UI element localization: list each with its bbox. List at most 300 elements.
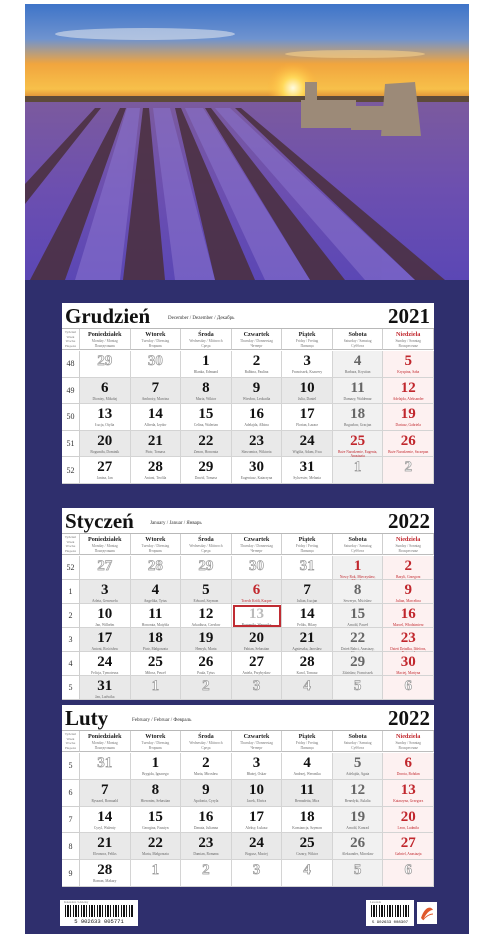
day-number: 4 <box>303 755 311 771</box>
weekday-translation: Monday / Montag Понедельник <box>91 339 118 348</box>
name-day-label: Bernadetta, Mira <box>294 798 320 803</box>
day-cell[interactable] <box>282 404 333 431</box>
day-number: 6 <box>101 379 109 396</box>
day-cell[interactable] <box>232 833 283 860</box>
weekday-translation: Saturday / Samstag Суббота <box>343 544 372 553</box>
weekday-header <box>131 534 182 555</box>
day-number: 4 <box>303 862 311 879</box>
name-day-label: Zenon, Honorata <box>193 449 219 454</box>
day-cell[interactable] <box>181 676 232 700</box>
day-cell[interactable] <box>383 753 434 780</box>
day-cell[interactable] <box>181 378 232 405</box>
day-cell[interactable] <box>232 351 283 378</box>
day-cell[interactable] <box>282 676 333 700</box>
month-january <box>62 508 434 700</box>
week-number: 52 <box>62 556 80 580</box>
day-cell[interactable] <box>131 628 182 652</box>
name-day-label: Arleta, Genowefa <box>92 599 118 603</box>
day-cell[interactable] <box>333 833 384 860</box>
day-cell[interactable] <box>282 351 333 378</box>
weekday-name: Poniedziałek <box>87 536 122 543</box>
name-day-label: Feliks, Hilary <box>297 623 317 627</box>
day-number: 10 <box>299 379 315 396</box>
weekday-name: Sobota <box>348 733 367 740</box>
day-number: 21 <box>299 630 315 646</box>
day-cell[interactable] <box>181 628 232 652</box>
day-cell[interactable] <box>131 833 182 860</box>
day-cell[interactable] <box>232 556 283 580</box>
name-day-label: Karol, Tomasz <box>296 671 318 675</box>
week-number: 51 <box>62 431 80 458</box>
day-cell[interactable] <box>131 431 182 458</box>
day-cell[interactable] <box>131 457 182 484</box>
day-cell[interactable] <box>282 753 333 780</box>
day-cell[interactable] <box>181 404 232 431</box>
day-number: 4 <box>151 582 160 598</box>
day-number: 25 <box>299 835 315 852</box>
day-cell[interactable] <box>131 860 182 887</box>
day-cell[interactable] <box>282 860 333 887</box>
day-cell[interactable] <box>383 556 434 580</box>
day-number: 31 <box>299 459 315 476</box>
day-cell[interactable] <box>232 378 283 405</box>
day-cell[interactable] <box>383 351 434 378</box>
name-day-label: Adelajda, Aleksander <box>392 396 424 401</box>
weekday-name: Niedziela <box>396 331 421 338</box>
day-number: 22 <box>198 432 214 449</box>
weekday-header <box>80 731 131 752</box>
name-day-label: Benedykt, Eulalia <box>344 798 371 803</box>
weekday-translation: Wednesday / Mittwoch Среда <box>189 544 223 553</box>
name-day-label: Zdzisław, Franciszek <box>342 671 373 675</box>
day-cell[interactable] <box>80 556 131 580</box>
day-cell[interactable] <box>282 556 333 580</box>
day-number: 24 <box>299 432 315 449</box>
weekday-translation: Tuesday / Dienstag Вторник <box>141 741 170 750</box>
day-cell[interactable] <box>333 807 384 834</box>
day-number: 13 <box>97 406 113 423</box>
week-number: 52 <box>62 457 80 484</box>
day-number: 23 <box>248 432 264 449</box>
day-cell[interactable] <box>80 860 131 887</box>
day-number: 30 <box>248 558 264 574</box>
week-number: 7 <box>62 807 80 834</box>
day-number: 21 <box>147 432 163 449</box>
name-day-label: Damazy, Waldemar <box>343 396 372 401</box>
weekday-name: Czwartek <box>243 536 270 543</box>
day-cell[interactable] <box>383 676 434 700</box>
day-cell[interactable] <box>333 404 384 431</box>
name-day-label: Henryk, Marta <box>195 647 217 651</box>
day-number: 19 <box>198 630 214 646</box>
name-day-label: Piotr, Małgorzata <box>142 647 168 651</box>
day-number: 8 <box>353 582 362 598</box>
weekday-name: Czwartek <box>243 331 270 338</box>
day-cell[interactable] <box>80 604 131 628</box>
day-cell[interactable] <box>333 556 384 580</box>
day-number: 11 <box>148 606 163 622</box>
day-number: 12 <box>350 781 366 798</box>
day-number: 17 <box>299 406 315 423</box>
month-name: Grudzień <box>65 304 151 328</box>
day-number: 29 <box>198 558 214 574</box>
day-number: 28 <box>97 862 113 879</box>
name-day-label: Leon, Ludmiła <box>397 825 419 830</box>
day-number: 3 <box>252 862 261 879</box>
name-day-label: Angelika, Tytus <box>143 599 167 603</box>
weekday-translation: Sunday / Sonntag Воскресенье <box>395 544 421 553</box>
day-cell[interactable] <box>383 807 434 834</box>
day-cell[interactable] <box>80 378 131 405</box>
day-cell[interactable] <box>181 457 232 484</box>
name-day-label: Jacek, Elwira <box>246 798 267 803</box>
barcode-number: 5 902633 005771 <box>74 918 124 925</box>
day-number: 4 <box>353 353 362 369</box>
week-number: 5 <box>62 753 80 780</box>
weekday-translation: Monday / Montag Понедельник <box>91 544 118 553</box>
name-day-label: Agnieszka, Jarosław <box>292 647 322 651</box>
weekday-name: Wtorek <box>145 733 166 740</box>
day-cell[interactable] <box>80 753 131 780</box>
day-number: 8 <box>202 379 210 396</box>
day-cell[interactable] <box>232 580 283 604</box>
day-cell[interactable] <box>383 431 434 458</box>
name-day-label: Dariusz, Gabriela <box>395 423 421 428</box>
weekday-header <box>282 731 333 752</box>
name-day-label: Eleonora, Feliks <box>93 852 117 857</box>
day-cell[interactable] <box>232 652 283 676</box>
day-cell[interactable] <box>232 628 283 652</box>
day-number: 18 <box>299 808 315 825</box>
day-cell[interactable] <box>282 378 333 405</box>
publisher-logo-icon <box>417 902 437 924</box>
day-cell[interactable] <box>181 860 232 887</box>
week-number: 49 <box>62 378 80 405</box>
weekday-header <box>181 534 232 555</box>
day-cell[interactable] <box>80 780 131 807</box>
month-name: Luty <box>65 706 109 730</box>
weekday-translation: Friday / Freitag Пятница <box>295 339 319 348</box>
name-day-label: Antoni, Rościsław <box>91 647 119 651</box>
day-number: 15 <box>147 808 163 825</box>
day-cell[interactable] <box>282 780 333 807</box>
week-number: 9 <box>62 860 80 887</box>
name-day-label: Dionizy, Mikołaj <box>92 396 118 401</box>
day-cell[interactable] <box>232 676 283 700</box>
week-column-header: Tydzień Week Woche Неделя <box>62 731 80 752</box>
day-cell[interactable] <box>181 652 232 676</box>
day-number: 18 <box>350 406 366 423</box>
weekday-name: Sobota <box>348 536 367 543</box>
day-cell[interactable] <box>181 604 232 628</box>
name-day-label: Aleksander, Mirosław <box>341 852 374 857</box>
month-february <box>62 705 434 887</box>
days-grid <box>62 329 434 484</box>
day-number: 14 <box>299 606 315 622</box>
day-cell[interactable] <box>181 580 232 604</box>
day-cell[interactable] <box>383 378 434 405</box>
day-cell[interactable] <box>232 604 283 628</box>
weekday-translation: Sunday / Sonntag Воскресенье <box>395 741 421 750</box>
day-cell[interactable] <box>181 780 232 807</box>
day-cell[interactable] <box>80 676 131 700</box>
day-cell[interactable] <box>181 556 232 580</box>
day-cell[interactable] <box>181 753 232 780</box>
day-cell[interactable] <box>181 351 232 378</box>
day-number: 28 <box>299 654 315 670</box>
month-year: 2021 <box>388 304 430 328</box>
day-number: 20 <box>248 630 264 646</box>
name-day-label: Adelajda, Agata <box>346 772 370 776</box>
weekday-name: Niedziela <box>396 733 421 740</box>
day-number: 3 <box>101 582 109 598</box>
name-day-label: Marcel, Włodzimierz <box>392 623 424 627</box>
day-cell[interactable] <box>232 431 283 458</box>
name-day-label: Bogumiła, Dominik <box>90 449 120 454</box>
day-cell[interactable] <box>80 580 131 604</box>
day-cell[interactable] <box>131 580 182 604</box>
name-day-label: Gabriel, Anastazja <box>394 852 422 857</box>
day-cell[interactable] <box>282 604 333 628</box>
name-day-label: Boże Narodzenie, Szczepan <box>388 449 429 454</box>
day-number: 24 <box>97 654 113 670</box>
day-cell[interactable] <box>333 457 384 484</box>
day-cell[interactable] <box>80 833 131 860</box>
weekday-header <box>383 731 434 752</box>
day-cell[interactable] <box>80 431 131 458</box>
day-number: 19 <box>350 808 366 825</box>
day-cell[interactable] <box>131 556 182 580</box>
name-day-label: Paula, Tytus <box>197 671 215 675</box>
weekday-header <box>333 329 384 350</box>
name-day-label: Maria, Mirosław <box>193 772 218 776</box>
month-subtitle: December / Dezember / Декабрь <box>168 316 235 321</box>
day-number: 6 <box>404 862 412 879</box>
name-day-label: Aleksy, Łukasz <box>245 825 268 830</box>
day-cell[interactable] <box>383 780 434 807</box>
day-number: 13 <box>248 606 264 622</box>
weekday-header <box>383 534 434 555</box>
weekday-name: Piątek <box>298 536 316 543</box>
day-number: 28 <box>147 459 163 476</box>
day-cell[interactable] <box>232 753 283 780</box>
day-cell[interactable] <box>383 404 434 431</box>
day-cell[interactable] <box>333 351 384 378</box>
day-number: 20 <box>400 808 416 825</box>
weekday-translation: Friday / Freitag Пятница <box>295 741 319 750</box>
name-day-label: Bogusz, Maciej <box>245 852 268 857</box>
day-cell[interactable] <box>131 404 182 431</box>
day-number: 15 <box>198 406 214 423</box>
barcode-top-label: Kalendarz 3-dzielny <box>64 900 89 904</box>
day-cell[interactable] <box>383 604 434 628</box>
day-cell[interactable] <box>80 404 131 431</box>
weekday-name: Wtorek <box>145 536 166 543</box>
name-day-label: Damian, Romana <box>193 852 219 857</box>
month-header <box>62 303 434 329</box>
day-number: 21 <box>97 835 113 852</box>
name-day-label: Aniela, Przybysław <box>242 671 271 675</box>
week-number: 2 <box>62 604 80 628</box>
day-cell[interactable] <box>232 860 283 887</box>
day-cell[interactable] <box>80 652 131 676</box>
day-cell[interactable] <box>333 860 384 887</box>
weekday-header <box>282 329 333 350</box>
day-cell[interactable] <box>80 807 131 834</box>
day-cell[interactable] <box>383 860 434 887</box>
barcode-left <box>60 900 138 926</box>
weekday-name: Piątek <box>298 733 316 740</box>
name-day-label: Arkadiusz, Czesław <box>191 623 221 627</box>
day-cell[interactable] <box>181 833 232 860</box>
day-cell[interactable] <box>131 807 182 834</box>
day-number: 23 <box>198 835 214 852</box>
day-cell[interactable] <box>282 431 333 458</box>
name-day-label: Julian, Marcelina <box>395 599 421 603</box>
day-cell[interactable] <box>131 351 182 378</box>
weekday-translation: Saturday / Samstag Суббота <box>343 741 372 750</box>
day-number: 7 <box>151 379 160 396</box>
day-cell[interactable] <box>333 676 384 700</box>
day-cell[interactable] <box>131 604 182 628</box>
name-day-label: Marta, Małgorzata <box>141 852 169 857</box>
weekday-translation: Thursday / Donnerstag Четверг <box>240 741 273 750</box>
barcode-number: 5 902633 008307 <box>371 921 408 925</box>
weekday-name: Poniedziałek <box>87 331 122 338</box>
weekday-header <box>181 329 232 350</box>
day-cell[interactable] <box>131 652 182 676</box>
day-number: 2 <box>404 558 412 574</box>
barcode-bars <box>371 905 411 917</box>
day-cell[interactable] <box>181 431 232 458</box>
month-subtitle: February / Februar / Февраль <box>132 718 192 723</box>
weekday-header <box>383 329 434 350</box>
weekday-name: Środa <box>198 536 214 543</box>
weekday-name: Środa <box>198 733 214 740</box>
week-number: 6 <box>62 780 80 807</box>
day-number: 7 <box>101 781 109 798</box>
weekday-header <box>181 731 232 752</box>
weekday-translation: Sunday / Sonntag Воскресенье <box>395 339 421 348</box>
day-number: 17 <box>97 630 113 646</box>
name-day-label: Hieronim, Sebastian <box>140 798 171 803</box>
month-year: 2022 <box>388 706 430 730</box>
day-cell[interactable] <box>282 807 333 834</box>
weekday-header <box>80 329 131 350</box>
name-day-label: Piotr, Tomasz <box>145 449 166 454</box>
day-cell[interactable] <box>333 628 384 652</box>
day-number: 5 <box>404 353 412 369</box>
name-day-label: Adelajda, Albina <box>244 423 269 428</box>
day-cell[interactable] <box>282 833 333 860</box>
day-cell[interactable] <box>333 580 384 604</box>
day-cell[interactable] <box>80 351 131 378</box>
lavender-field-photo <box>25 4 469 280</box>
day-number: 1 <box>151 678 160 694</box>
day-cell[interactable] <box>333 652 384 676</box>
day-cell[interactable] <box>131 780 182 807</box>
day-cell[interactable] <box>131 676 182 700</box>
weekday-header <box>80 534 131 555</box>
day-cell[interactable] <box>282 457 333 484</box>
name-day-label: Honorata, Matylda <box>141 623 169 627</box>
name-day-label: Bogusław, Gracjan <box>343 423 372 428</box>
day-cell[interactable] <box>383 652 434 676</box>
day-number: 26 <box>350 835 366 852</box>
day-cell[interactable] <box>232 780 283 807</box>
day-number: 2 <box>252 353 261 369</box>
week-number: 1 <box>62 580 80 604</box>
week-column-header: Tydzień Week Woche Неделя <box>62 329 80 350</box>
weekday-name: Wtorek <box>145 331 166 338</box>
day-number: 5 <box>353 862 362 879</box>
day-cell[interactable] <box>383 580 434 604</box>
day-cell[interactable] <box>333 604 384 628</box>
day-cell[interactable] <box>232 807 283 834</box>
week-number: 4 <box>62 652 80 676</box>
day-cell[interactable] <box>80 457 131 484</box>
name-day-label: Franciszek, Ksawery <box>291 370 323 374</box>
day-cell[interactable] <box>282 580 333 604</box>
day-number: 25 <box>350 432 366 449</box>
name-day-label: Wiesław, Leokadia <box>242 396 271 401</box>
day-cell[interactable] <box>333 431 384 458</box>
name-day-label: Celina, Walerian <box>193 423 218 428</box>
weekday-translation: Tuesday / Dienstag Вторник <box>141 339 170 348</box>
day-number: 18 <box>147 630 163 646</box>
name-day-label: Edward, Szymon <box>193 599 219 603</box>
day-cell[interactable] <box>80 628 131 652</box>
name-day-label: Jan, Wilhelm <box>95 623 115 627</box>
name-day-label: Dzień Dziadka, Ildefons, <box>390 647 427 651</box>
barcode-top-label: Lawenda <box>370 900 381 904</box>
day-cell[interactable] <box>333 378 384 405</box>
day-cell[interactable] <box>333 780 384 807</box>
day-number: 24 <box>248 835 264 852</box>
name-day-label: Cyryl, Walenty <box>93 825 116 830</box>
day-cell[interactable] <box>131 378 182 405</box>
day-cell[interactable] <box>181 807 232 834</box>
day-cell[interactable] <box>333 753 384 780</box>
day-number: 19 <box>400 406 416 423</box>
day-cell[interactable] <box>383 628 434 652</box>
day-number: 9 <box>202 781 210 798</box>
day-cell[interactable] <box>282 628 333 652</box>
day-cell[interactable] <box>131 753 182 780</box>
day-number: 2 <box>404 459 412 476</box>
name-day-label: Florian, Łazarz <box>296 423 319 428</box>
day-number: 1 <box>151 862 160 879</box>
day-cell[interactable] <box>383 457 434 484</box>
name-day-label: Antoni, Teofila <box>144 476 167 481</box>
day-cell[interactable] <box>383 833 434 860</box>
week-number: 48 <box>62 351 80 378</box>
weekday-translation: Monday / Montag Понедельник <box>91 741 118 750</box>
day-cell[interactable] <box>232 457 283 484</box>
day-cell[interactable] <box>232 404 283 431</box>
weekday-name: Niedziela <box>396 536 421 543</box>
week-column-header: Tydzień Week Woche Неделя <box>62 534 80 555</box>
name-day-label: Sylwester, Melania <box>293 476 321 481</box>
day-cell[interactable] <box>282 652 333 676</box>
week-number: 5 <box>62 676 80 700</box>
name-day-label: Katarzyna, Grzegorz <box>393 798 424 803</box>
name-day-label: Fabian, Sebastian <box>243 647 270 651</box>
name-day-label: Eugeniusz, Katarzyna <box>240 476 273 481</box>
day-number: 14 <box>147 406 163 423</box>
name-day-label: Bogumiła, Weronika <box>241 623 272 627</box>
name-day-label: Dawid, Tomasz <box>194 476 218 481</box>
